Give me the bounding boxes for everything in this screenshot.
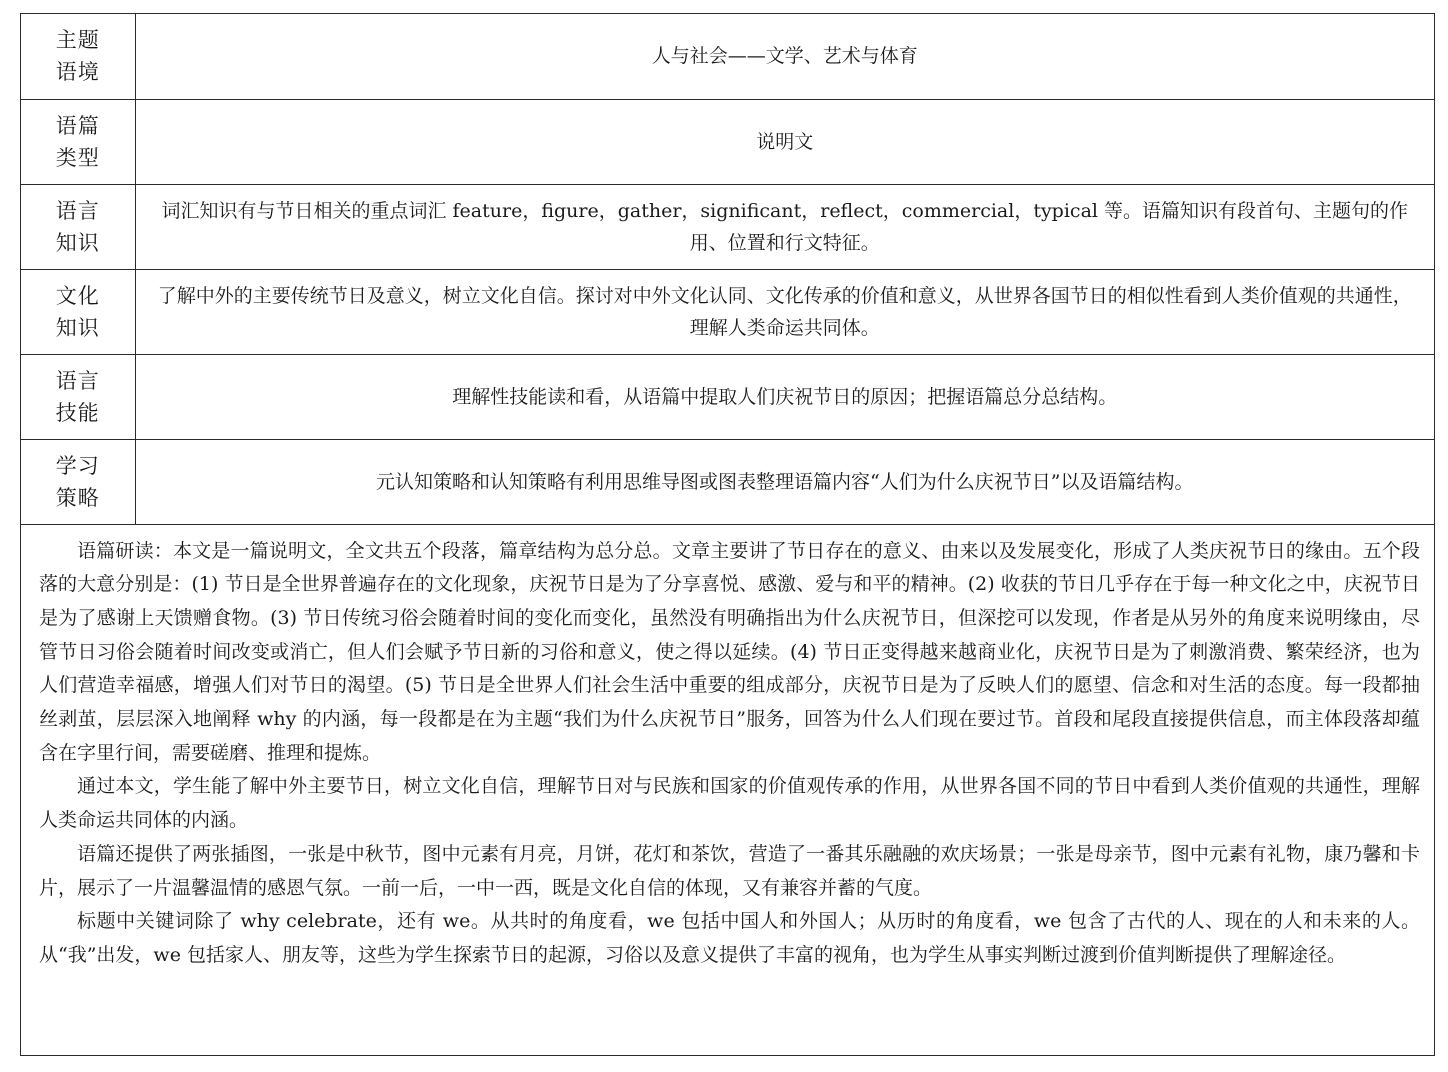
- row-label-language-skills: [21, 354, 135, 439]
- label-line: 学习: [55, 453, 100, 478]
- text-analysis-section: [21, 525, 1434, 973]
- label-line: 主题: [55, 28, 100, 53]
- table-row: [21, 354, 1434, 439]
- table-row: [21, 269, 1434, 354]
- row-content-text-type: 说明文: [135, 99, 1434, 184]
- label-line: 语言: [55, 368, 100, 393]
- row-content-learning-strategy: 元认知策略和认知策略有利用思维导图或图表整理语篇内容“人们为什么庆祝节日”以及语篇结构。: [135, 439, 1434, 524]
- row-label-language-knowledge: [21, 184, 135, 269]
- info-grid: [21, 14, 1434, 525]
- table-row: [21, 184, 1434, 269]
- analysis-paragraph: 语篇研读：本文是一篇说明文，全文共五个段落，篇章结构为总分总。文章主要讲了节日存在的意义、由来以及发展变化，形成了人类庆祝节日的缘由。五个段落的大意分别是：(1) 节日是全世界普遍存在的文化现象，庆祝节日是为了分享喜悦、感激、爱与和平的精神。(2) 收获的节日几乎存在于每一种文化之中，庆祝节日是为了感谢上天馈赠食物。(3) 节日传统习俗会随着时间的变化而变化，虽然没有明确指出为什么庆祝节日，但深挖可以发现，作者是从另外的角度来说明缘由，尽管节日习俗会随着时间改变或消亡，但人们会赋予节日新的习俗和意义，使之得以延续。(4) 节日正变得越来越商业化，庆祝节日是为了刺激消费、繁荣经济，也为人们营造幸福感，增强人们对节日的渴望。(5) 节日是全世界人们社会生活中重要的组成部分，庆祝节日是为了反映人们的愿望、信念和对生活的态度。每一段都抽丝剥茧，层层深入地阐释 why 的内涵，每一段都是在为主题“我们为什么庆祝节日”服务，回答为什么人们现在要过节。首段和尾段直接提供信息，而主体段落却蕴含在字里行间，需要磋磨、推理和提炼。: [39, 539, 1420, 764]
- label-line: 语言: [55, 198, 100, 223]
- row-content-culture-knowledge: 了解中外的主要传统节日及意义，树立文化自信。探讨对中外文化认同、文化传承的价值和意义，从世界各国节日的相似性看到人类价值观的共通性，理解人类命运共同体。: [135, 269, 1434, 354]
- row-content-language-skills: 理解性技能读和看，从语篇中提取人们庆祝节日的原因；把握语篇总分总结构。: [135, 354, 1434, 439]
- table-row: [21, 14, 1434, 99]
- label-line: 语篇: [55, 113, 100, 138]
- row-label-learning-strategy: [21, 439, 135, 524]
- label-line: 策略: [55, 485, 100, 510]
- label-line: 文化: [55, 283, 100, 308]
- row-content-language-knowledge: 词汇知识有与节日相关的重点词汇 feature，figure，gather，significant，reflect，commercial，typical 等。语篇知识有段首句、主题句的作用、位置和行文特征。: [135, 184, 1434, 269]
- analysis-paragraph: 通过本文，学生能了解中外主要节日，树立文化自信，理解节日对与民族和国家的价值观传承的作用，从世界各国不同的节日中看到人类价值观的共通性，理解人类命运共同体的内涵。: [39, 775, 1420, 832]
- row-content-theme-context: 人与社会——文学、艺术与体育: [135, 14, 1434, 99]
- table-row: [21, 439, 1434, 524]
- row-label-theme-context: [21, 14, 135, 99]
- row-label-culture-knowledge: [21, 269, 135, 354]
- lesson-analysis-table: [20, 13, 1435, 1056]
- label-line: 类型: [55, 145, 100, 170]
- table-row: [21, 99, 1434, 184]
- analysis-paragraph: 语篇还提供了两张插图，一张是中秋节，图中元素有月亮，月饼，花灯和茶饮，营造了一番其乐融融的欢庆场景；一张是母亲节，图中元素有礼物，康乃馨和卡片，展示了一片温馨温情的感恩气氛。一前一后，一中一西，既是文化自信的体现，又有兼容并蓄的气度。: [39, 842, 1420, 899]
- label-line: 知识: [55, 315, 100, 340]
- label-line: 知识: [55, 230, 100, 255]
- analysis-paragraph: 标题中关键词除了 why celebrate，还有 we。从共时的角度看，we 包括中国人和外国人；从历时的角度看，we 包含了古代的人、现在的人和未来的人。从“我”出发，we 包括家人、朋友等，这些为学生探索节日的起源，习俗以及意义提供了丰富的视角，也为学生从事实判断过渡到价值判断提供了理解途径。: [39, 910, 1420, 966]
- label-line: 语境: [55, 60, 100, 85]
- label-line: 技能: [55, 400, 100, 425]
- row-label-text-type: [21, 99, 135, 184]
